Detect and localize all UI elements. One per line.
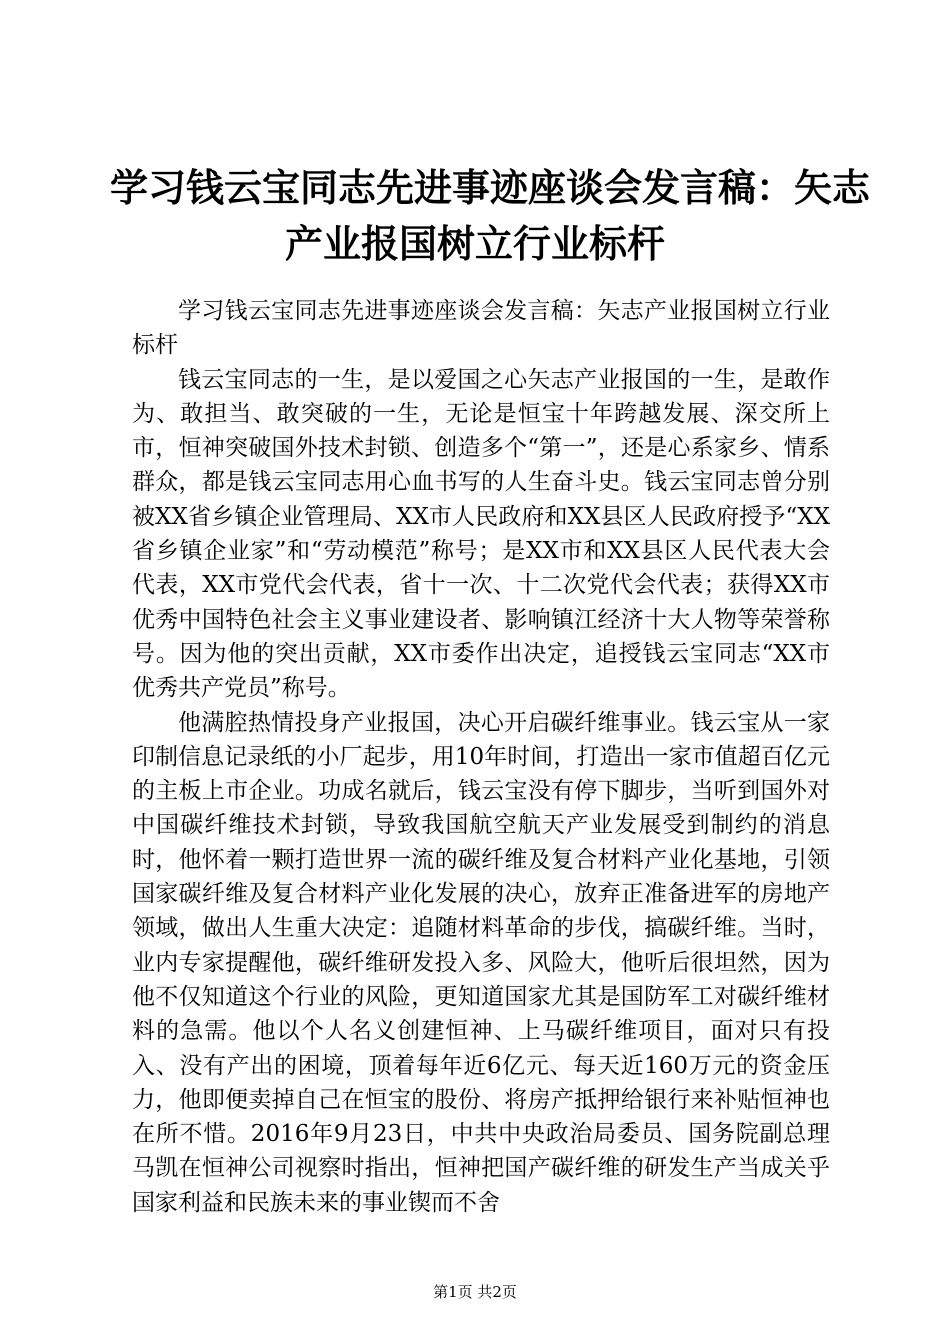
page-number-footer: 第1页 共2页 bbox=[433, 1283, 517, 1301]
paragraph-1: 钱云宝同志的一生，是以爱国之心矢志产业报国的一生，是敢作为、敢担当、敢突破的一生，无论是恒宝十年跨越发展、深交所上市，恒神突破国外技术封锁、创造多个“第一”，还是心系家乡、情系群众，都是钱云宝同志用心血书写的人生奋斗史。钱云宝同志曾分别被XX省乡镇企业管理局、XX市人民政府和XX县区人民政府授予“XX省乡镇企业家”和“劳动模范”称号；是XX市和XX县区人民代表大会代表，XX市党代会代表，省十一次、十二次党代会代表；获得XX市优秀中国特色社会主义事业建设者、影响镇江经济十大人物等荣誉称号。因为他的突出贡献，XX市委作出决定，追授钱云宝同志“XX市优秀共产党员”称号。 bbox=[132, 366, 830, 702]
document-body bbox=[132, 294, 830, 1220]
paragraph-2: 他满腔热情投身产业报国，决心开启碳纤维事业。钱云宝从一家印制信息记录纸的小厂起步，用10年时间，打造出一家市值超百亿元的主板上市企业。功成名就后，钱云宝没有停下脚步，当听到国外对中国碳纤维技术封锁，导致我国航空航天产业发展受到制约的消息时，他怀着一颗打造世界一流的碳纤维及复合材料产业化基地，引领国家碳纤维及复合材料产业化发展的决心，放弃正准备进军的房地产领域，做出人生重大决定：追随材料革命的步伐，搞碳纤维。当时，业内专家提醒他，碳纤维研发投入多、风险大，他听后很坦然，因为他不仅知道这个行业的风险，更知道国家尤其是国防军工对碳纤维材料的急需。他以个人名义创建恒神、上马碳纤维项目，面对只有投入、没有产出的困境，顶着每年近6亿元、每天近160万元的资金压力，他即便卖掉自己在恒宝的股份、将房产抵押给银行来补贴恒神也在所不惜。2016年9月23日，中共中央政治局委员、国务院副总理马凯在恒神公司视察时指出，恒神把国产碳纤维的研发生产当成关乎国家利益和民族未来的事业锲而不舍 bbox=[132, 709, 830, 1216]
document-title-line-2: 产业报国树立行业标杆 bbox=[284, 222, 665, 266]
paragraph-subtitle: 学习钱云宝同志先进事迹座谈会发言稿：矢志产业报国树立行业标杆 bbox=[132, 298, 830, 359]
document-title-line-1: 学习钱云宝同志先进事迹座谈会发言稿：矢志 bbox=[110, 166, 871, 210]
